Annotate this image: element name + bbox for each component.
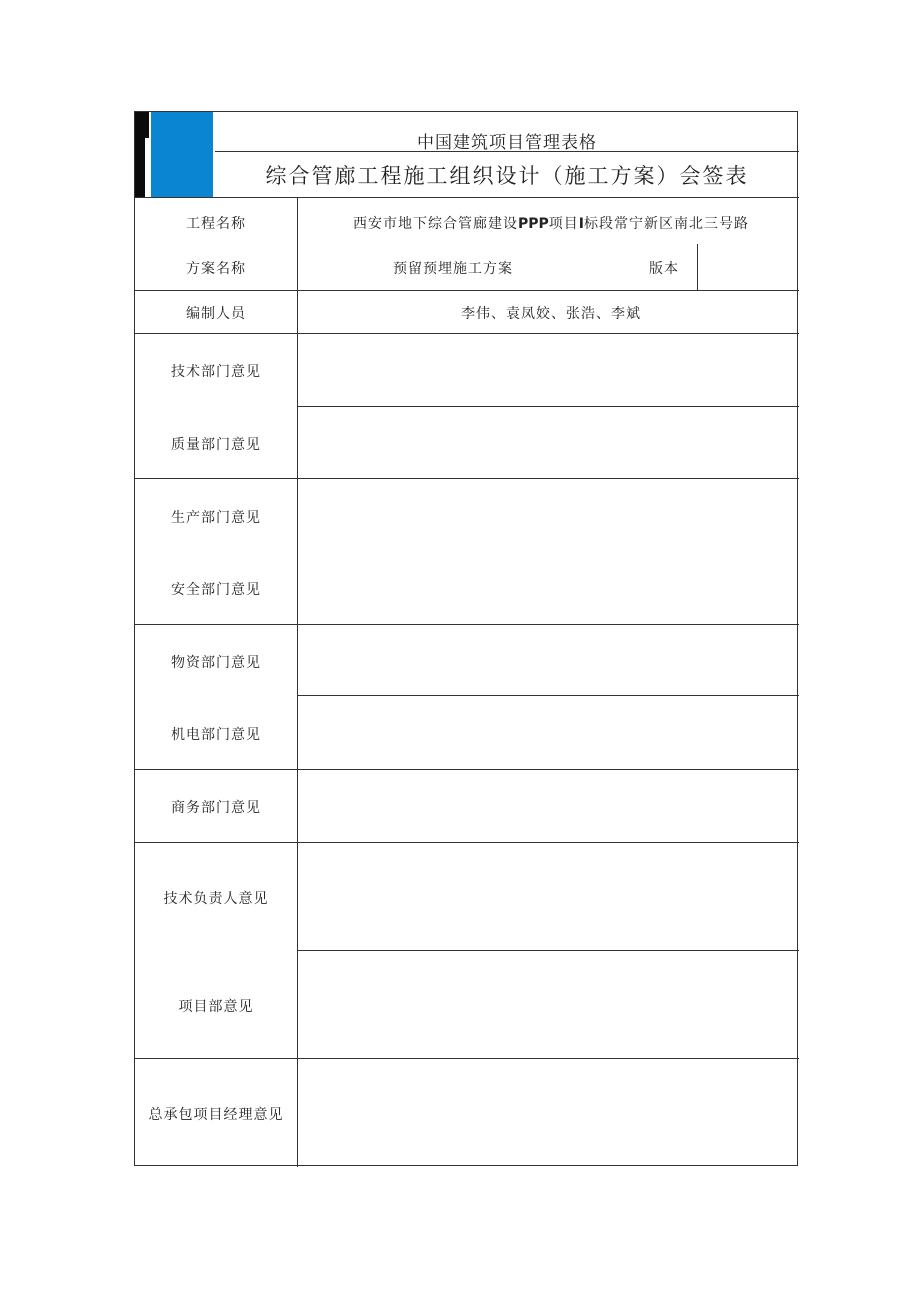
divider bbox=[297, 695, 799, 696]
divider bbox=[135, 478, 799, 479]
quality-dept-opinion-label: 质量部门意见 bbox=[171, 437, 261, 453]
company-logo bbox=[135, 112, 213, 197]
divider bbox=[135, 1058, 799, 1059]
version-label: 版本 bbox=[649, 261, 679, 277]
production-dept-opinion-label: 生产部门意见 bbox=[171, 510, 261, 526]
divider bbox=[135, 624, 799, 625]
divider bbox=[135, 333, 799, 334]
project-dept-opinion-label: 项目部意见 bbox=[178, 999, 254, 1015]
signoff-form bbox=[134, 111, 798, 1166]
divider bbox=[135, 197, 799, 198]
safety-dept-opinion-label: 安全部门意见 bbox=[171, 582, 261, 598]
divider bbox=[215, 151, 799, 152]
divider bbox=[297, 406, 799, 407]
project-name-label: 工程名称 bbox=[186, 216, 246, 232]
general-contractor-pm-opinion-label: 总承包项目经理意见 bbox=[148, 1107, 284, 1123]
plan-name-label: 方案名称 bbox=[186, 261, 246, 277]
tech-lead-opinion-label: 技术负责人意见 bbox=[163, 891, 269, 907]
column-divider bbox=[297, 197, 298, 1167]
plan-name-value: 预留预埋施工方案 bbox=[393, 261, 513, 277]
material-dept-opinion-label: 物资部门意见 bbox=[171, 655, 261, 671]
mech-elec-dept-opinion-label: 机电部门意见 bbox=[171, 727, 261, 743]
divider bbox=[135, 769, 799, 770]
author-label: 编制人员 bbox=[186, 306, 246, 322]
tech-dept-opinion-label: 技术部门意见 bbox=[171, 364, 261, 380]
project-name-value: 西安市地下综合管廊建设PPP项目I标段常宁新区南北三号路 bbox=[353, 216, 750, 232]
author-value: 李伟、袁凤姣、张浩、李斌 bbox=[461, 306, 641, 322]
divider bbox=[135, 842, 799, 843]
divider bbox=[135, 290, 799, 291]
org-title: 中国建筑项目管理表格 bbox=[417, 133, 597, 153]
divider bbox=[297, 950, 799, 951]
column-divider bbox=[697, 244, 698, 290]
form-title: 综合管廊工程施工组织设计（施工方案）会签表 bbox=[265, 164, 749, 188]
business-dept-opinion-label: 商务部门意见 bbox=[171, 800, 261, 816]
